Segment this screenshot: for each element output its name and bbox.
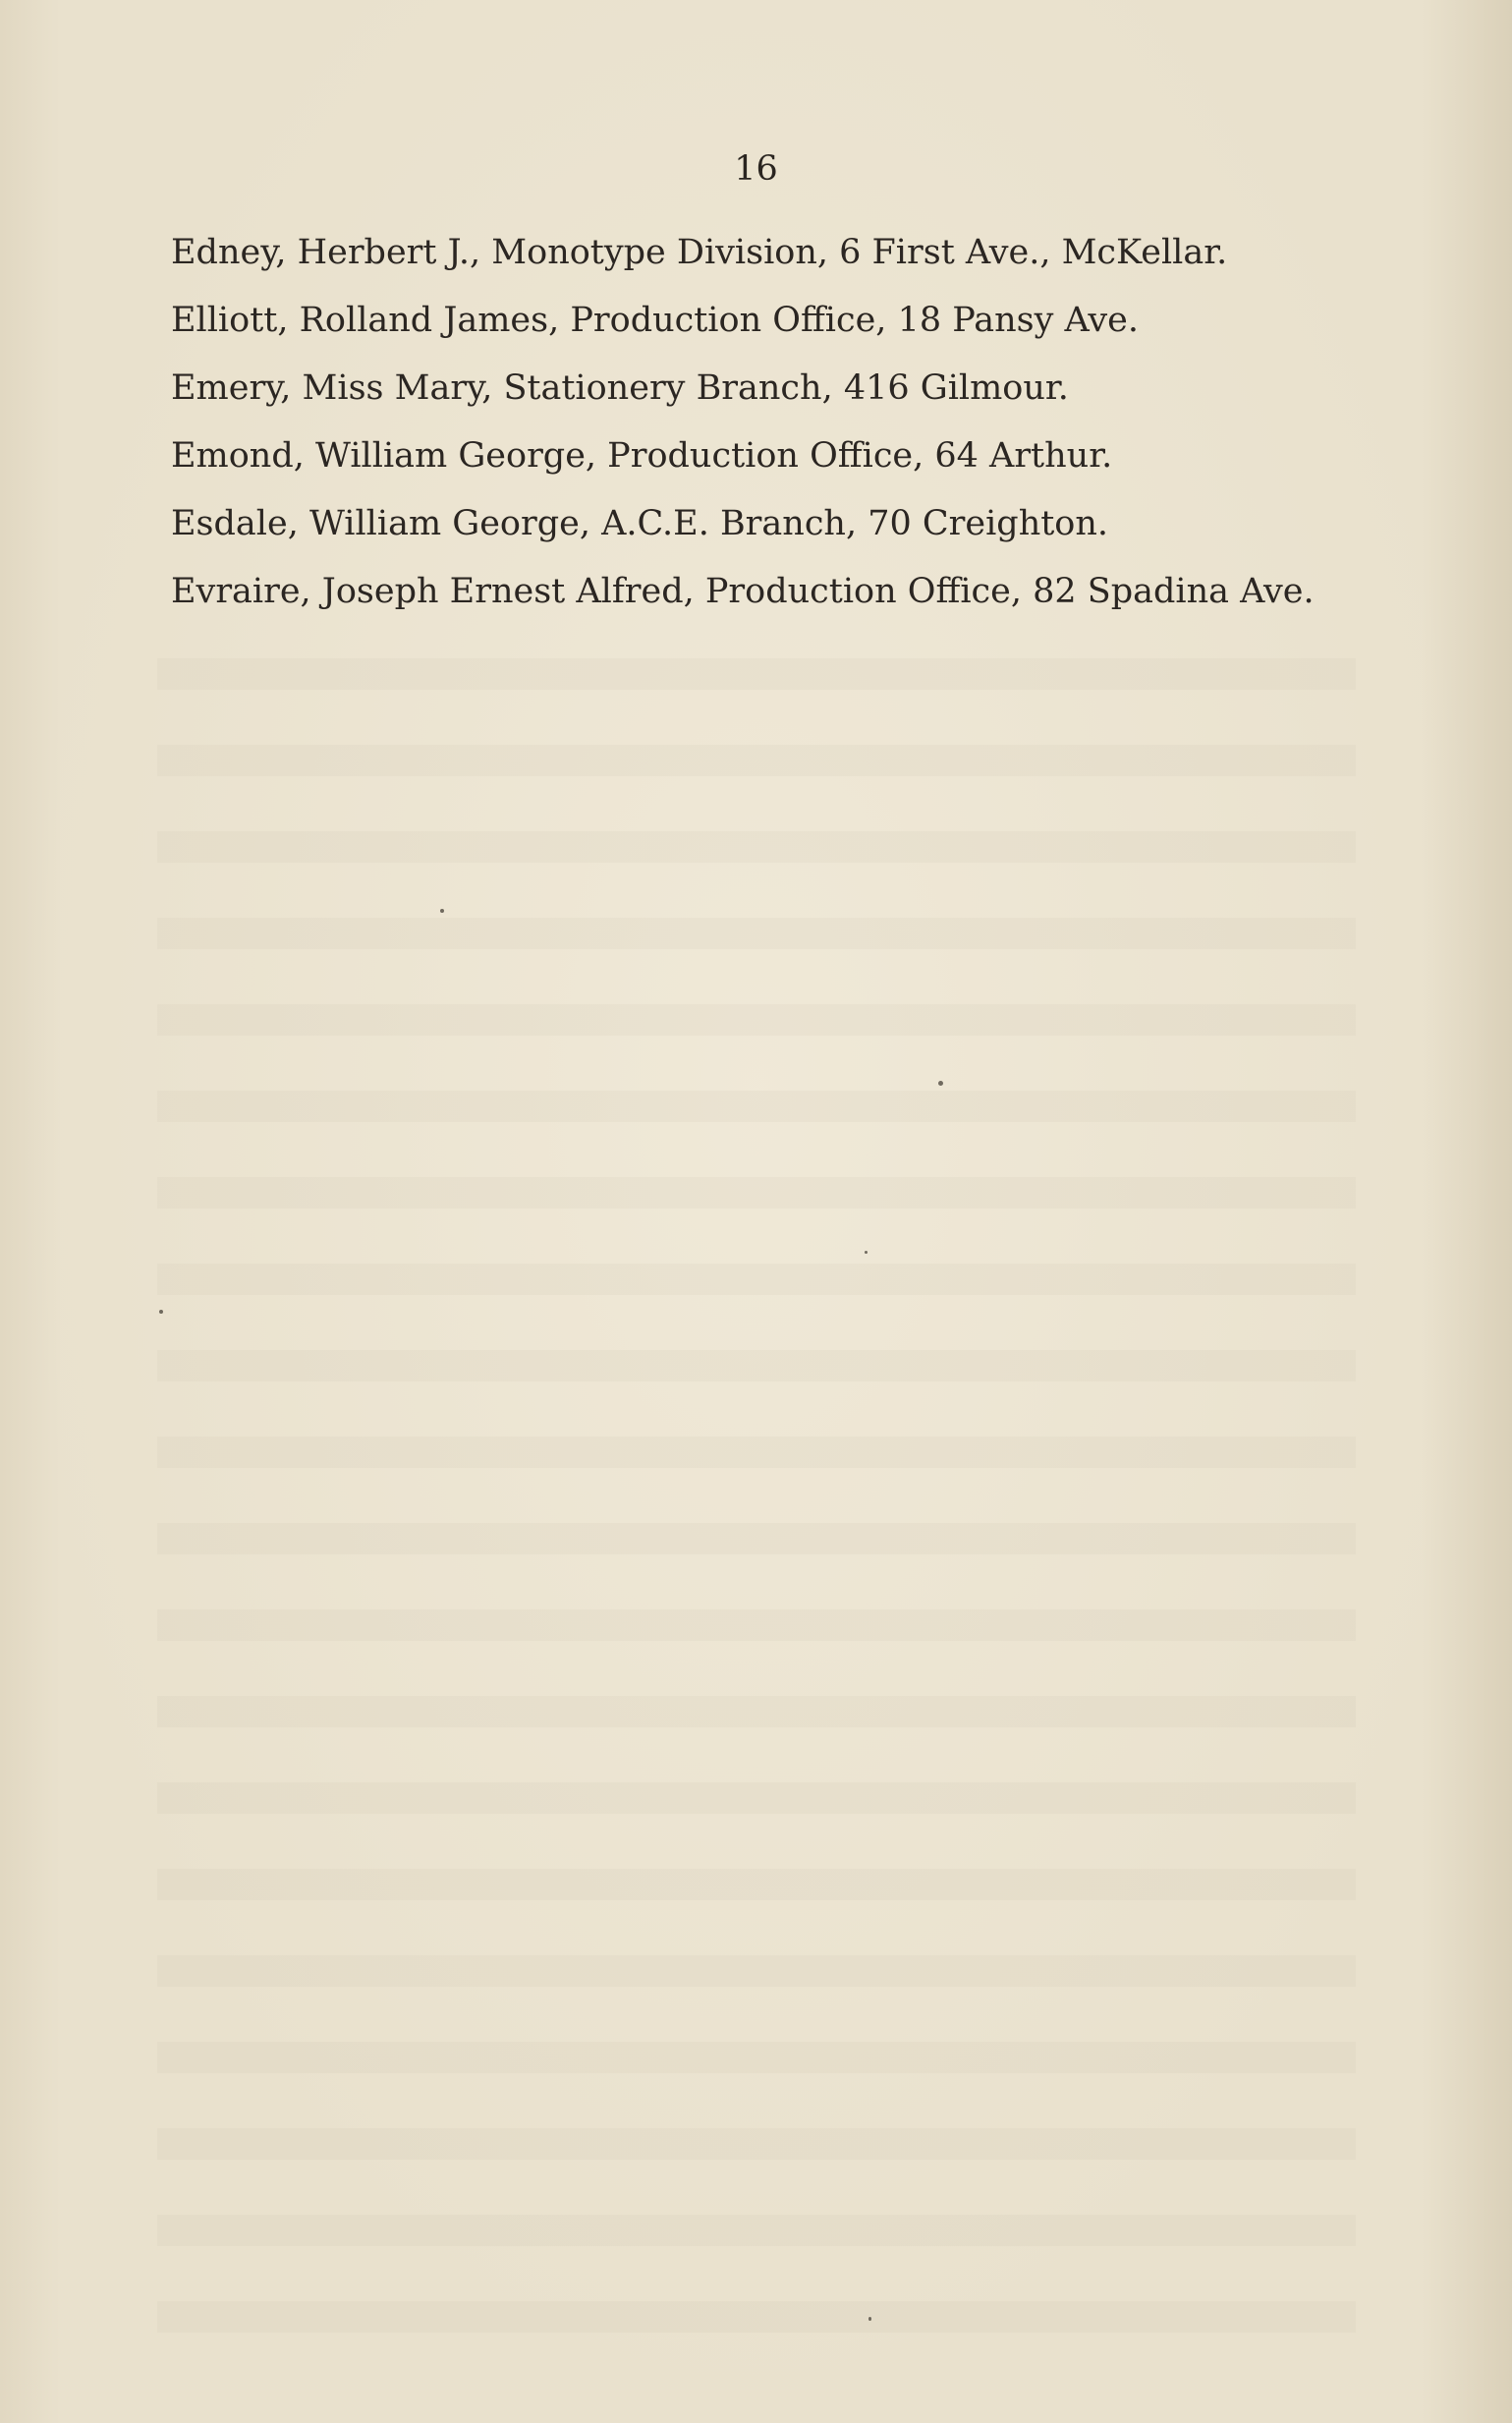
paper-speck — [159, 1310, 163, 1314]
directory-entry: Esdale, William George, A.C.E. Branch, 70 Creighton. — [171, 504, 1109, 543]
directory-entry: Evraire, Joseph Ernest Alfred, Production Office, 82 Spadina Ave. — [171, 572, 1315, 611]
paper-speck — [865, 1251, 868, 1254]
page-number: 16 — [734, 149, 778, 189]
paper-speck — [440, 909, 444, 913]
paper-speck — [868, 2317, 871, 2321]
directory-entry: Emery, Miss Mary, Stationery Branch, 416 Gilmour. — [171, 368, 1069, 408]
show-through-texture — [157, 629, 1356, 2358]
directory-entry: Emond, William George, Production Office, 64 Arthur. — [171, 436, 1113, 476]
directory-list — [171, 234, 1350, 641]
directory-entry: Edney, Herbert J., Monotype Division, 6 First Ave., McKellar. — [171, 233, 1228, 272]
directory-entry: Elliott, Rolland James, Production Office, 18 Pansy Ave. — [171, 301, 1139, 340]
paper-speck — [938, 1081, 943, 1086]
